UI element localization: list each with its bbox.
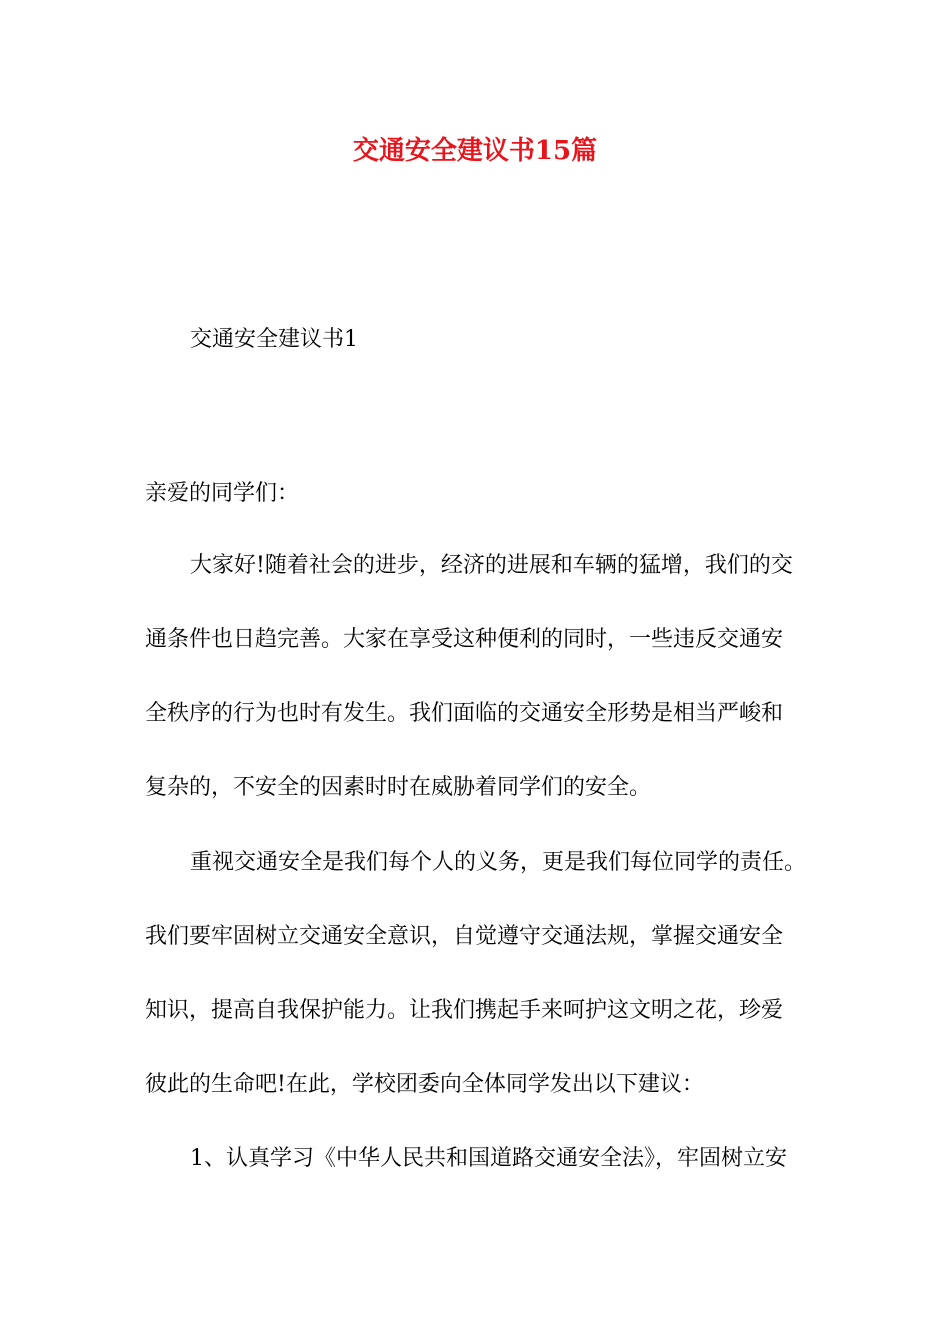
paragraph-2-line-1: 重视交通安全是我们每个人的义务，更是我们每位同学的责任。 — [190, 850, 807, 875]
paragraph-1-line-3: 全秩序的行为也时有发生。我们面临的交通安全形势是相当严峻和 — [145, 701, 784, 726]
paragraph-2-line-3: 知识，提高自我保护能力。让我们携起手来呵护这文明之花，珍爱 — [145, 998, 784, 1023]
paragraph-2-line-2: 我们要牢固树立交通安全意识，自觉遵守交通法规，掌握交通安全 — [145, 924, 784, 949]
paragraph-2-line-4: 彼此的生命吧!在此，学校团委向全体同学发出以下建议： — [145, 1072, 704, 1097]
document-title: 交通安全建议书15篇 — [352, 136, 598, 166]
list-item-1-line-1: 1、认真学习《中华人民共和国道路交通安全法》，牢固树立安 — [190, 1146, 787, 1171]
paragraph-1-line-4: 复杂的，不安全的因素时时在威胁着同学们的安全。 — [145, 775, 652, 800]
paragraph-1-line-2: 通条件也日趋完善。大家在享受这种便利的同时，一些违反交通安 — [145, 627, 784, 652]
section-heading: 交通安全建议书1 — [190, 327, 358, 352]
salutation: 亲爱的同学们： — [145, 481, 300, 506]
paragraph-1-line-1: 大家好!随着社会的进步，经济的进展和车辆的猛增，我们的交 — [190, 553, 793, 578]
